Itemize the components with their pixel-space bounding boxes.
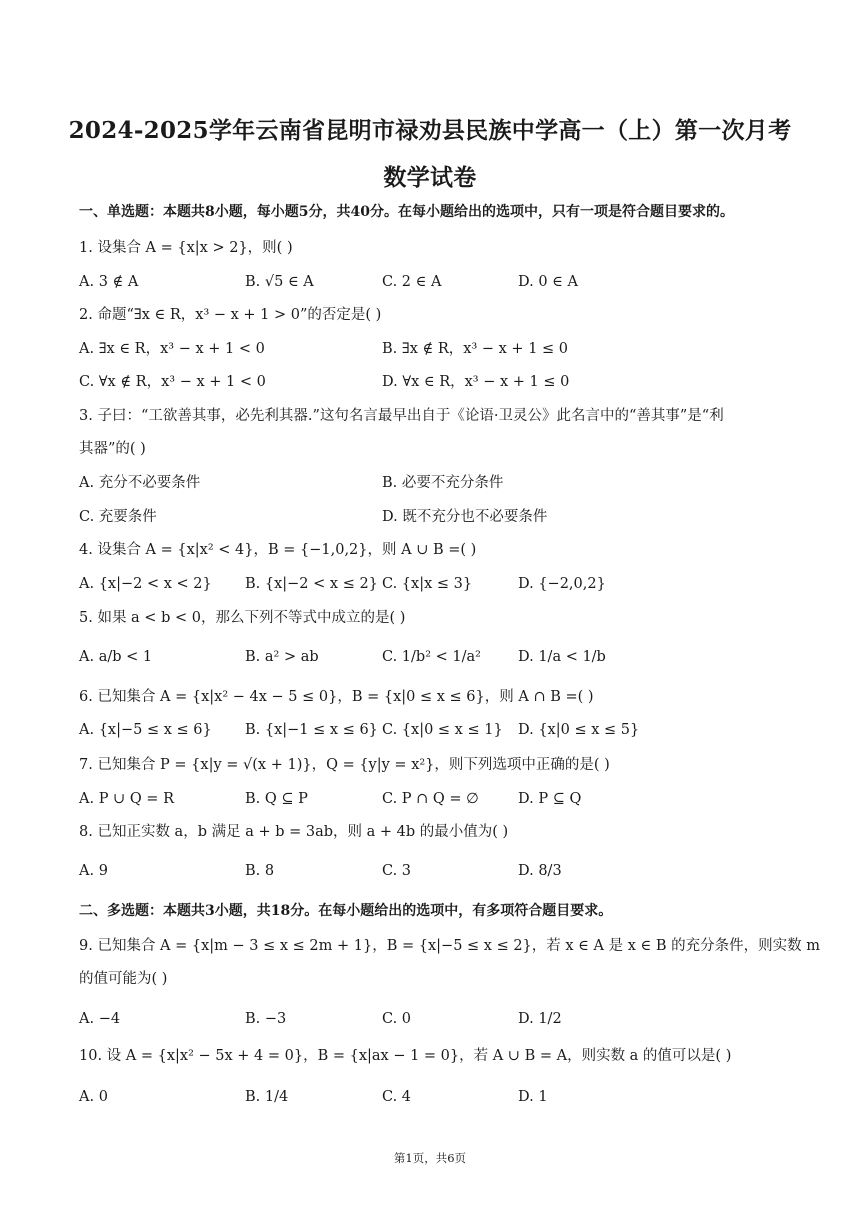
- q5-option-a: A. a/b < 1: [79, 649, 153, 665]
- q5-option-d: D. 1/a < 1/b: [518, 649, 606, 665]
- q8-option-d: D. 8/3: [518, 863, 562, 879]
- q6-option-a: A. {x|−5 ≤ x ≤ 6}: [79, 722, 212, 738]
- exam-title-line2: 数学试卷: [383, 164, 477, 191]
- q8-option-a: A. 9: [79, 863, 108, 879]
- q10-option-c: C. 4: [382, 1089, 412, 1105]
- q5-option-b: B. a² > ab: [245, 649, 319, 665]
- question-7: 7. 已知集合 P = {x|y = √(x + 1)}，Q = {y|y = x²}，则下列选项中正确的是( ): [79, 757, 610, 773]
- q10-option-d: D. 1: [518, 1089, 548, 1105]
- section2-heading: 二、多选题：本题共3小题，共18分。在每小题给出的选项中，有多项符合题目要求。: [79, 903, 613, 919]
- q4-option-d: D. {−2,0,2}: [518, 576, 606, 592]
- question-5: 5. 如果 a < b < 0，那么下列不等式中成立的是( ): [79, 610, 406, 626]
- q5-option-c: C. 1/b² < 1/a²: [382, 649, 481, 665]
- q1-option-d: D. 0 ∈ A: [518, 274, 578, 290]
- q1-option-a: A. 3 ∉ A: [79, 274, 139, 290]
- q8-option-b: B. 8: [245, 863, 275, 879]
- q2-option-b: B. ∃x ∉ R，x³ − x + 1 ≤ 0: [382, 341, 569, 357]
- exam-title-line1: 2024-2025学年云南省昆明市禄劝县民族中学高一（上）第一次月考: [68, 117, 792, 144]
- q9-option-d: D. 1/2: [518, 1011, 562, 1027]
- question-1: 1. 设集合 A = {x|x > 2}，则( ): [79, 240, 293, 256]
- q2-option-d: D. ∀x ∈ R，x³ − x + 1 ≤ 0: [382, 374, 570, 390]
- page-footer: 第1页，共6页: [393, 1151, 467, 1165]
- q3-option-b: B. 必要不充分条件: [382, 475, 504, 491]
- question-6: 6. 已知集合 A = {x|x² − 4x − 5 ≤ 0}，B = {x|0 ≤ x ≤ 6}，则 A ∩ B =( ): [79, 689, 594, 705]
- q6-option-b: B. {x|−1 ≤ x ≤ 6}: [245, 722, 378, 738]
- q3-option-c: C. 充要条件: [79, 509, 157, 525]
- question-8: 8. 已知正实数 a，b 满足 a + b = 3ab，则 a + 4b 的最小值为( ): [79, 824, 509, 840]
- section1-heading: 一、单选题：本题共8小题，每小题5分，共40分。在每小题给出的选项中，只有一项是符合题目要求的。: [79, 204, 734, 220]
- q7-option-b: B. Q ⊆ P: [245, 791, 308, 807]
- question-3-line2: 其器”的( ): [79, 441, 146, 457]
- q6-option-c: C. {x|0 ≤ x ≤ 1}: [382, 722, 503, 738]
- q1-option-b: B. √5 ∈ A: [245, 274, 314, 290]
- q3-option-d: D. 既不充分也不必要条件: [382, 509, 548, 525]
- question-2: 2. 命题“∃x ∈ R，x³ − x + 1 > 0”的否定是( ): [79, 307, 382, 323]
- q7-option-a: A. P ∪ Q = R: [79, 791, 174, 807]
- q7-option-d: D. P ⊆ Q: [518, 791, 582, 807]
- q10-option-a: A. 0: [79, 1089, 108, 1105]
- q9-option-c: C. 0: [382, 1011, 412, 1027]
- q2-option-c: C. ∀x ∉ R，x³ − x + 1 < 0: [79, 374, 266, 390]
- q4-option-c: C. {x|x ≤ 3}: [382, 576, 473, 592]
- q6-option-d: D. {x|0 ≤ x ≤ 5}: [518, 722, 640, 738]
- question-10: 10. 设 A = {x|x² − 5x + 4 = 0}，B = {x|ax − 1 = 0}，若 A ∪ B = A，则实数 a 的值可以是( ): [79, 1048, 732, 1064]
- q9-option-b: B. −3: [245, 1011, 287, 1027]
- q1-option-c: C. 2 ∈ A: [382, 274, 442, 290]
- q8-option-c: C. 3: [382, 863, 412, 879]
- q4-option-b: B. {x|−2 < x ≤ 2}: [245, 576, 378, 592]
- question-9-line2: 的值可能为( ): [79, 971, 168, 987]
- q7-option-c: C. P ∩ Q = ∅: [382, 791, 479, 807]
- question-9-line1: 9. 已知集合 A = {x|m − 3 ≤ x ≤ 2m + 1}，B = {x|−5 ≤ x ≤ 2}，若 x ∈ A 是 x ∈ B 的充分条件，则实数 m: [79, 938, 820, 954]
- q3-option-a: A. 充分不必要条件: [79, 475, 201, 491]
- question-3-line1: 3. 子曰：“工欲善其事，必先利其器.”这句名言最早出自于《论语·卫灵公》此名言中的“善其事”是“利: [79, 408, 724, 424]
- q10-option-b: B. 1/4: [245, 1089, 289, 1105]
- q4-option-a: A. {x|−2 < x < 2}: [79, 576, 212, 592]
- q2-option-a: A. ∃x ∈ R，x³ − x + 1 < 0: [79, 341, 265, 357]
- q9-option-a: A. −4: [79, 1011, 121, 1027]
- question-4: 4. 设集合 A = {x|x² < 4}，B = {−1,0,2}，则 A ∪ B =( ): [79, 542, 477, 558]
